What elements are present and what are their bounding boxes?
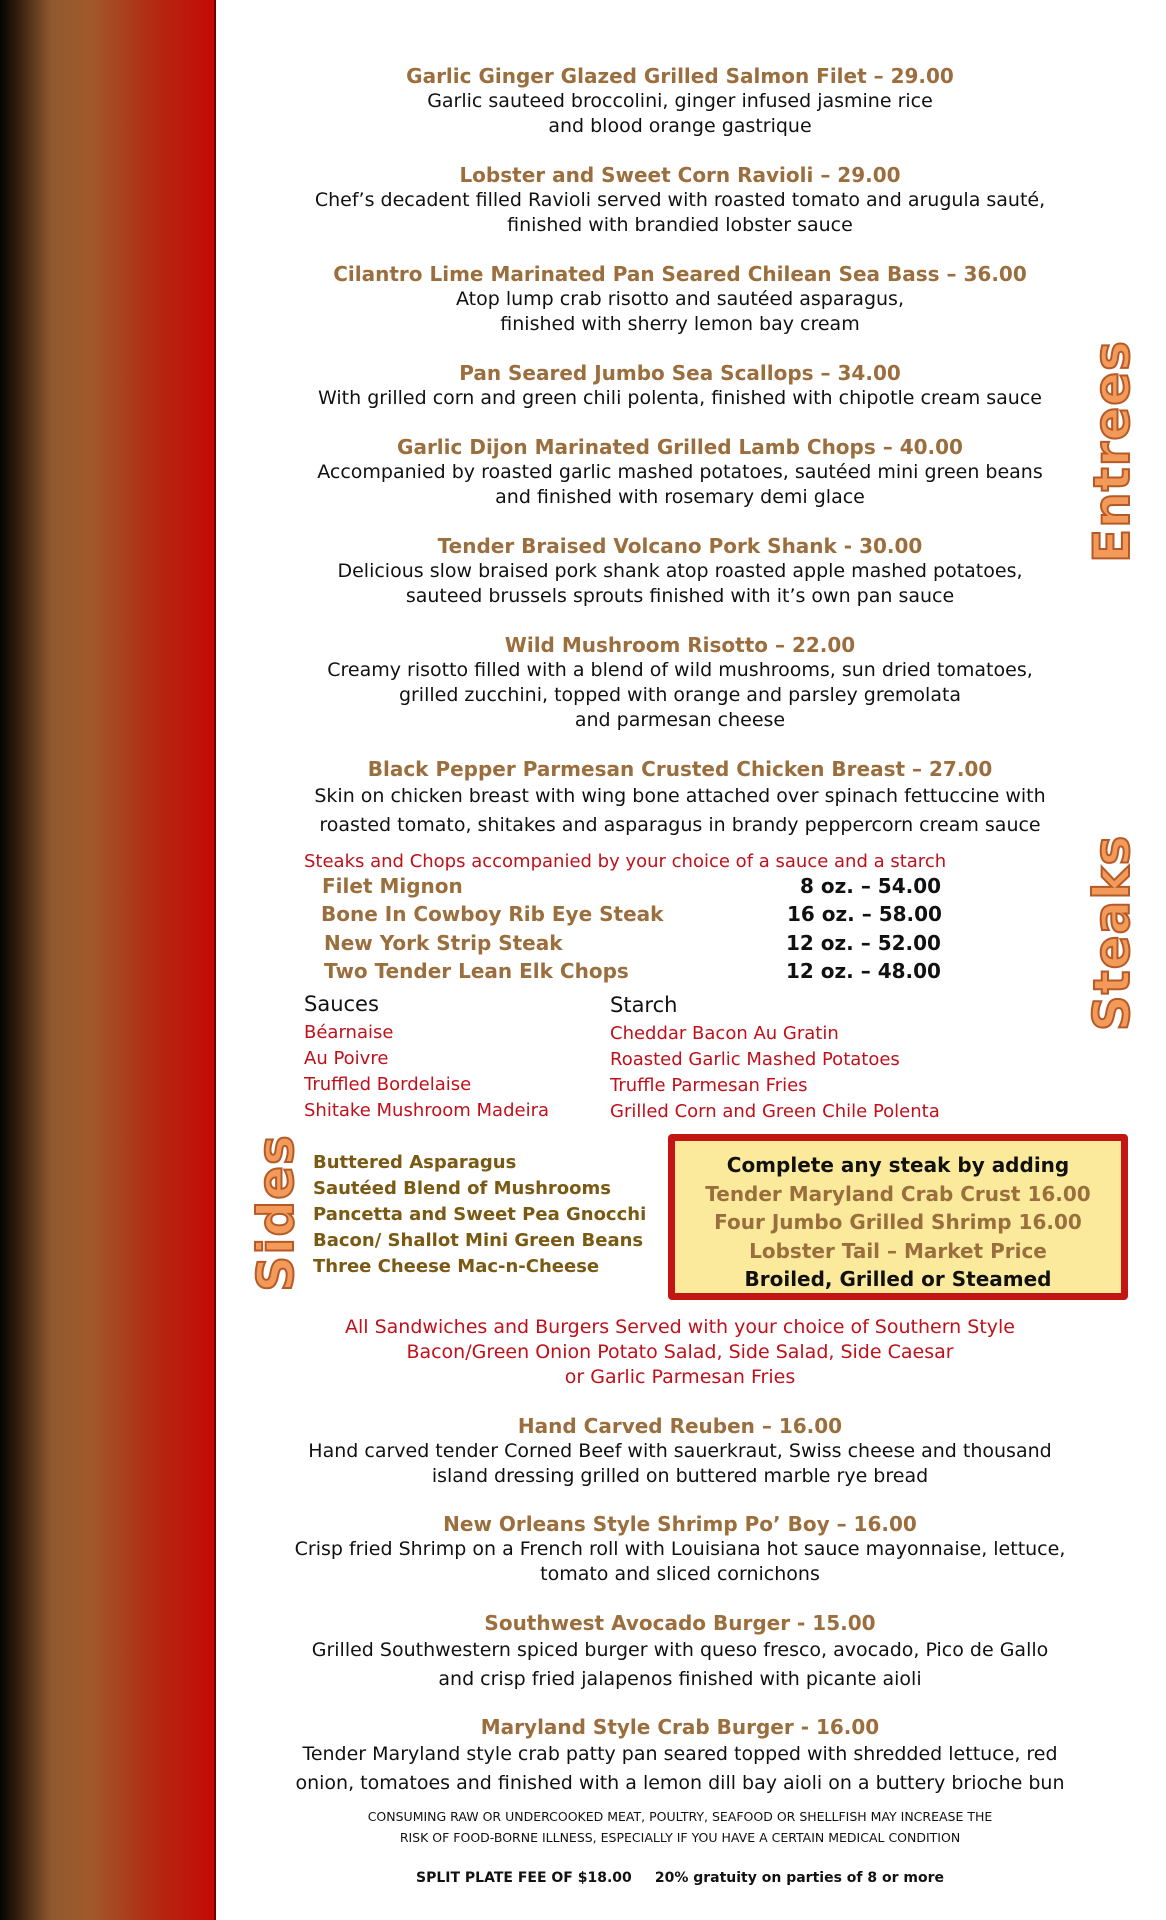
side-item: Three Cheese Mac-n-Cheese <box>313 1256 600 1277</box>
steak-name: Filet Mignon <box>322 874 463 898</box>
disclaimer-line: CONSUMING RAW OR UNDERCOOKED MEAT, POULTRY, SEAFOOD OR SHELLFISH MAY INCREASE THE <box>367 1809 993 1824</box>
sauce-option: Truffled Bordelaise <box>304 1074 472 1095</box>
entree-item <box>230 64 1130 139</box>
entree-title: Black Pepper Parmesan Crusted Chicken Breast – 27.00 <box>367 757 993 781</box>
section-label-entrees: Entrees <box>1083 340 1141 563</box>
entree-title: Pan Seared Jumbo Sea Scallops – 34.00 <box>459 361 901 385</box>
entree-title: Tender Braised Volcano Pork Shank - 30.00 <box>437 534 923 558</box>
entree-desc-line: Chef’s decadent filled Ravioli served with roasted tomato and arugula sauté, <box>314 189 1046 211</box>
entree-item <box>230 435 1130 510</box>
entree-desc-line: Skin on chicken breast with wing bone attached over spinach fettuccine with <box>314 785 1046 807</box>
entree-item <box>230 262 1130 337</box>
steak-addons-box <box>668 1134 1128 1300</box>
sandwich-note-line: or Garlic Parmesan Fries <box>564 1366 796 1388</box>
fees-line <box>230 1867 1130 1886</box>
entree-title: Garlic Ginger Glazed Grilled Salmon Filet – 29.00 <box>406 64 954 88</box>
sandwich-item <box>230 1611 1130 1694</box>
steaks-note: Steaks and Chops accompanied by your choice of a sauce and a starch <box>304 851 947 872</box>
sandwich-desc-line: Tender Maryland style crab patty pan seared topped with shredded lettuce, red <box>302 1743 1058 1765</box>
steak-row <box>324 931 974 959</box>
sandwich-desc-line: Hand carved tender Corned Beef with sauerkraut, Swiss cheese and thousand <box>308 1440 1052 1462</box>
steak-price: 16 oz. – 58.00 <box>787 902 942 926</box>
health-disclaimer <box>230 1806 1130 1848</box>
entree-desc-line: Atop lump crab risotto and sautéed asparagus, <box>456 288 904 310</box>
steak-name: Two Tender Lean Elk Chops <box>324 959 629 983</box>
entree-desc-line: Delicious slow braised pork shank atop roasted apple mashed potatoes, <box>337 560 1023 582</box>
entree-title: Garlic Dijon Marinated Grilled Lamb Chops – 40.00 <box>397 435 963 459</box>
entree-desc-line: and finished with rosemary demi glace <box>495 486 865 508</box>
steak-price: 8 oz. – 54.00 <box>800 874 942 898</box>
steak-row <box>321 902 971 930</box>
sandwich-desc-line: island dressing grilled on buttered marble rye bread <box>431 1465 929 1487</box>
entree-desc-line: finished with brandied lobster sauce <box>507 214 853 236</box>
entree-desc-line: grilled zucchini, topped with orange and parsley gremolata <box>398 684 962 706</box>
steak-price: 12 oz. – 48.00 <box>786 959 941 983</box>
steak-name: Bone In Cowboy Rib Eye Steak <box>321 902 664 926</box>
entree-desc-line: and blood orange gastrique <box>548 115 812 137</box>
entree-item <box>230 534 1130 609</box>
disclaimer-line: RISK OF FOOD-BORNE ILLNESS, ESPECIALLY IF YOU HAVE A CERTAIN MEDICAL CONDITION <box>399 1830 961 1845</box>
sandwich-title: New Orleans Style Shrimp Po’ Boy – 16.00 <box>443 1512 917 1536</box>
entree-desc-line: sauteed brussels sprouts finished with it’s own pan sauce <box>405 585 955 607</box>
entree-title: Cilantro Lime Marinated Pan Seared Chilean Sea Bass – 36.00 <box>333 262 1027 286</box>
sandwich-desc-line: tomato and sliced cornichons <box>540 1563 820 1585</box>
entree-desc-line: Creamy risotto filled with a blend of wild mushrooms, sun dried tomatoes, <box>327 659 1033 681</box>
sandwich-title: Southwest Avocado Burger - 15.00 <box>484 1611 876 1635</box>
sandwich-desc-line: Crisp fried Shrimp on a French roll with Louisiana hot sauce mayonnaise, lettuce, <box>294 1538 1066 1560</box>
sandwich-desc-line: onion, tomatoes and finished with a lemon dill bay aioli on a buttery brioche bun <box>295 1772 1065 1794</box>
side-item: Bacon/ Shallot Mini Green Beans <box>313 1230 644 1251</box>
section-label-sides: Sides <box>247 1134 305 1292</box>
sidebar-divider <box>214 0 216 1920</box>
starch-option: Truffle Parmesan Fries <box>610 1075 808 1096</box>
decorative-sidebar <box>0 0 214 1920</box>
sides-list <box>313 1150 646 1280</box>
side-item: Sautéed Blend of Mushrooms <box>313 1178 611 1199</box>
sandwich-note-line: Bacon/Green Onion Potato Salad, Side Salad, Side Caesar <box>406 1341 954 1363</box>
sandwich-note <box>230 1315 1130 1390</box>
split-plate-fee: SPLIT PLATE FEE OF $18.00 <box>416 1870 632 1886</box>
entree-title: Lobster and Sweet Corn Ravioli – 29.00 <box>459 163 901 187</box>
entree-desc-line: finished with sherry lemon bay cream <box>500 313 860 335</box>
addons-footer: Broiled, Grilled or Steamed <box>744 1267 1052 1291</box>
steak-name: New York Strip Steak <box>324 931 563 955</box>
gratuity-note: 20% gratuity on parties of 8 or more <box>654 1870 944 1886</box>
sandwich-note-line: All Sandwiches and Burgers Served with your choice of Southern Style <box>345 1316 1015 1338</box>
sandwich-desc-line: Grilled Southwestern spiced burger with queso fresco, avocado, Pico de Gallo <box>311 1639 1049 1661</box>
sandwich-title: Maryland Style Crab Burger - 16.00 <box>480 1715 880 1739</box>
entree-item <box>230 757 1130 840</box>
addon-item: Tender Maryland Crab Crust 16.00 <box>705 1181 1091 1206</box>
sandwich-title: Hand Carved Reuben – 16.00 <box>517 1414 843 1438</box>
sandwich-item <box>230 1715 1130 1798</box>
entree-desc-line: Accompanied by roasted garlic mashed potatoes, sautéed mini green beans <box>317 461 1043 483</box>
entree-item <box>230 633 1130 733</box>
sandwich-desc-line: and crisp fried jalapenos finished with picante aioli <box>438 1668 922 1690</box>
entree-title: Wild Mushroom Risotto – 22.00 <box>504 633 856 657</box>
starch-header: Starch <box>610 993 678 1017</box>
side-item: Pancetta and Sweet Pea Gnocchi <box>313 1204 647 1225</box>
addon-item: Four Jumbo Grilled Shrimp 16.00 <box>714 1210 1082 1234</box>
starch-option: Roasted Garlic Mashed Potatoes <box>610 1049 900 1070</box>
entree-desc-line: and parmesan cheese <box>574 709 786 731</box>
sandwich-item <box>230 1414 1130 1489</box>
sauce-option: Shitake Mushroom Madeira <box>304 1100 550 1121</box>
sauce-list <box>304 1020 549 1124</box>
section-label-steaks: Steaks <box>1083 834 1141 1032</box>
sauce-option: Béarnaise <box>304 1022 394 1043</box>
sauces-header: Sauces <box>304 992 379 1016</box>
steak-row <box>322 874 972 902</box>
steak-price: 12 oz. – 52.00 <box>786 931 941 955</box>
sandwich-item <box>230 1512 1130 1587</box>
entree-desc-line: roasted tomato, shitakes and asparagus in brandy peppercorn cream sauce <box>319 814 1041 836</box>
starch-option: Grilled Corn and Green Chile Polenta <box>610 1101 940 1122</box>
addon-item: Lobster Tail – Market Price <box>749 1238 1047 1263</box>
entree-desc-line: With grilled corn and green chili polenta, finished with chipotle cream sauce <box>318 387 1042 409</box>
starch-option: Cheddar Bacon Au Gratin <box>610 1023 839 1044</box>
entree-item <box>230 361 1130 411</box>
addons-heading: Complete any steak by adding <box>726 1153 1070 1177</box>
entree-desc-line: Garlic sauteed broccolini, ginger infused jasmine rice <box>427 90 933 112</box>
steak-row <box>324 959 974 987</box>
sauce-option: Au Poivre <box>304 1048 389 1069</box>
side-item: Buttered Asparagus <box>313 1152 517 1173</box>
starch-list <box>610 1021 940 1125</box>
entree-item <box>230 163 1130 238</box>
